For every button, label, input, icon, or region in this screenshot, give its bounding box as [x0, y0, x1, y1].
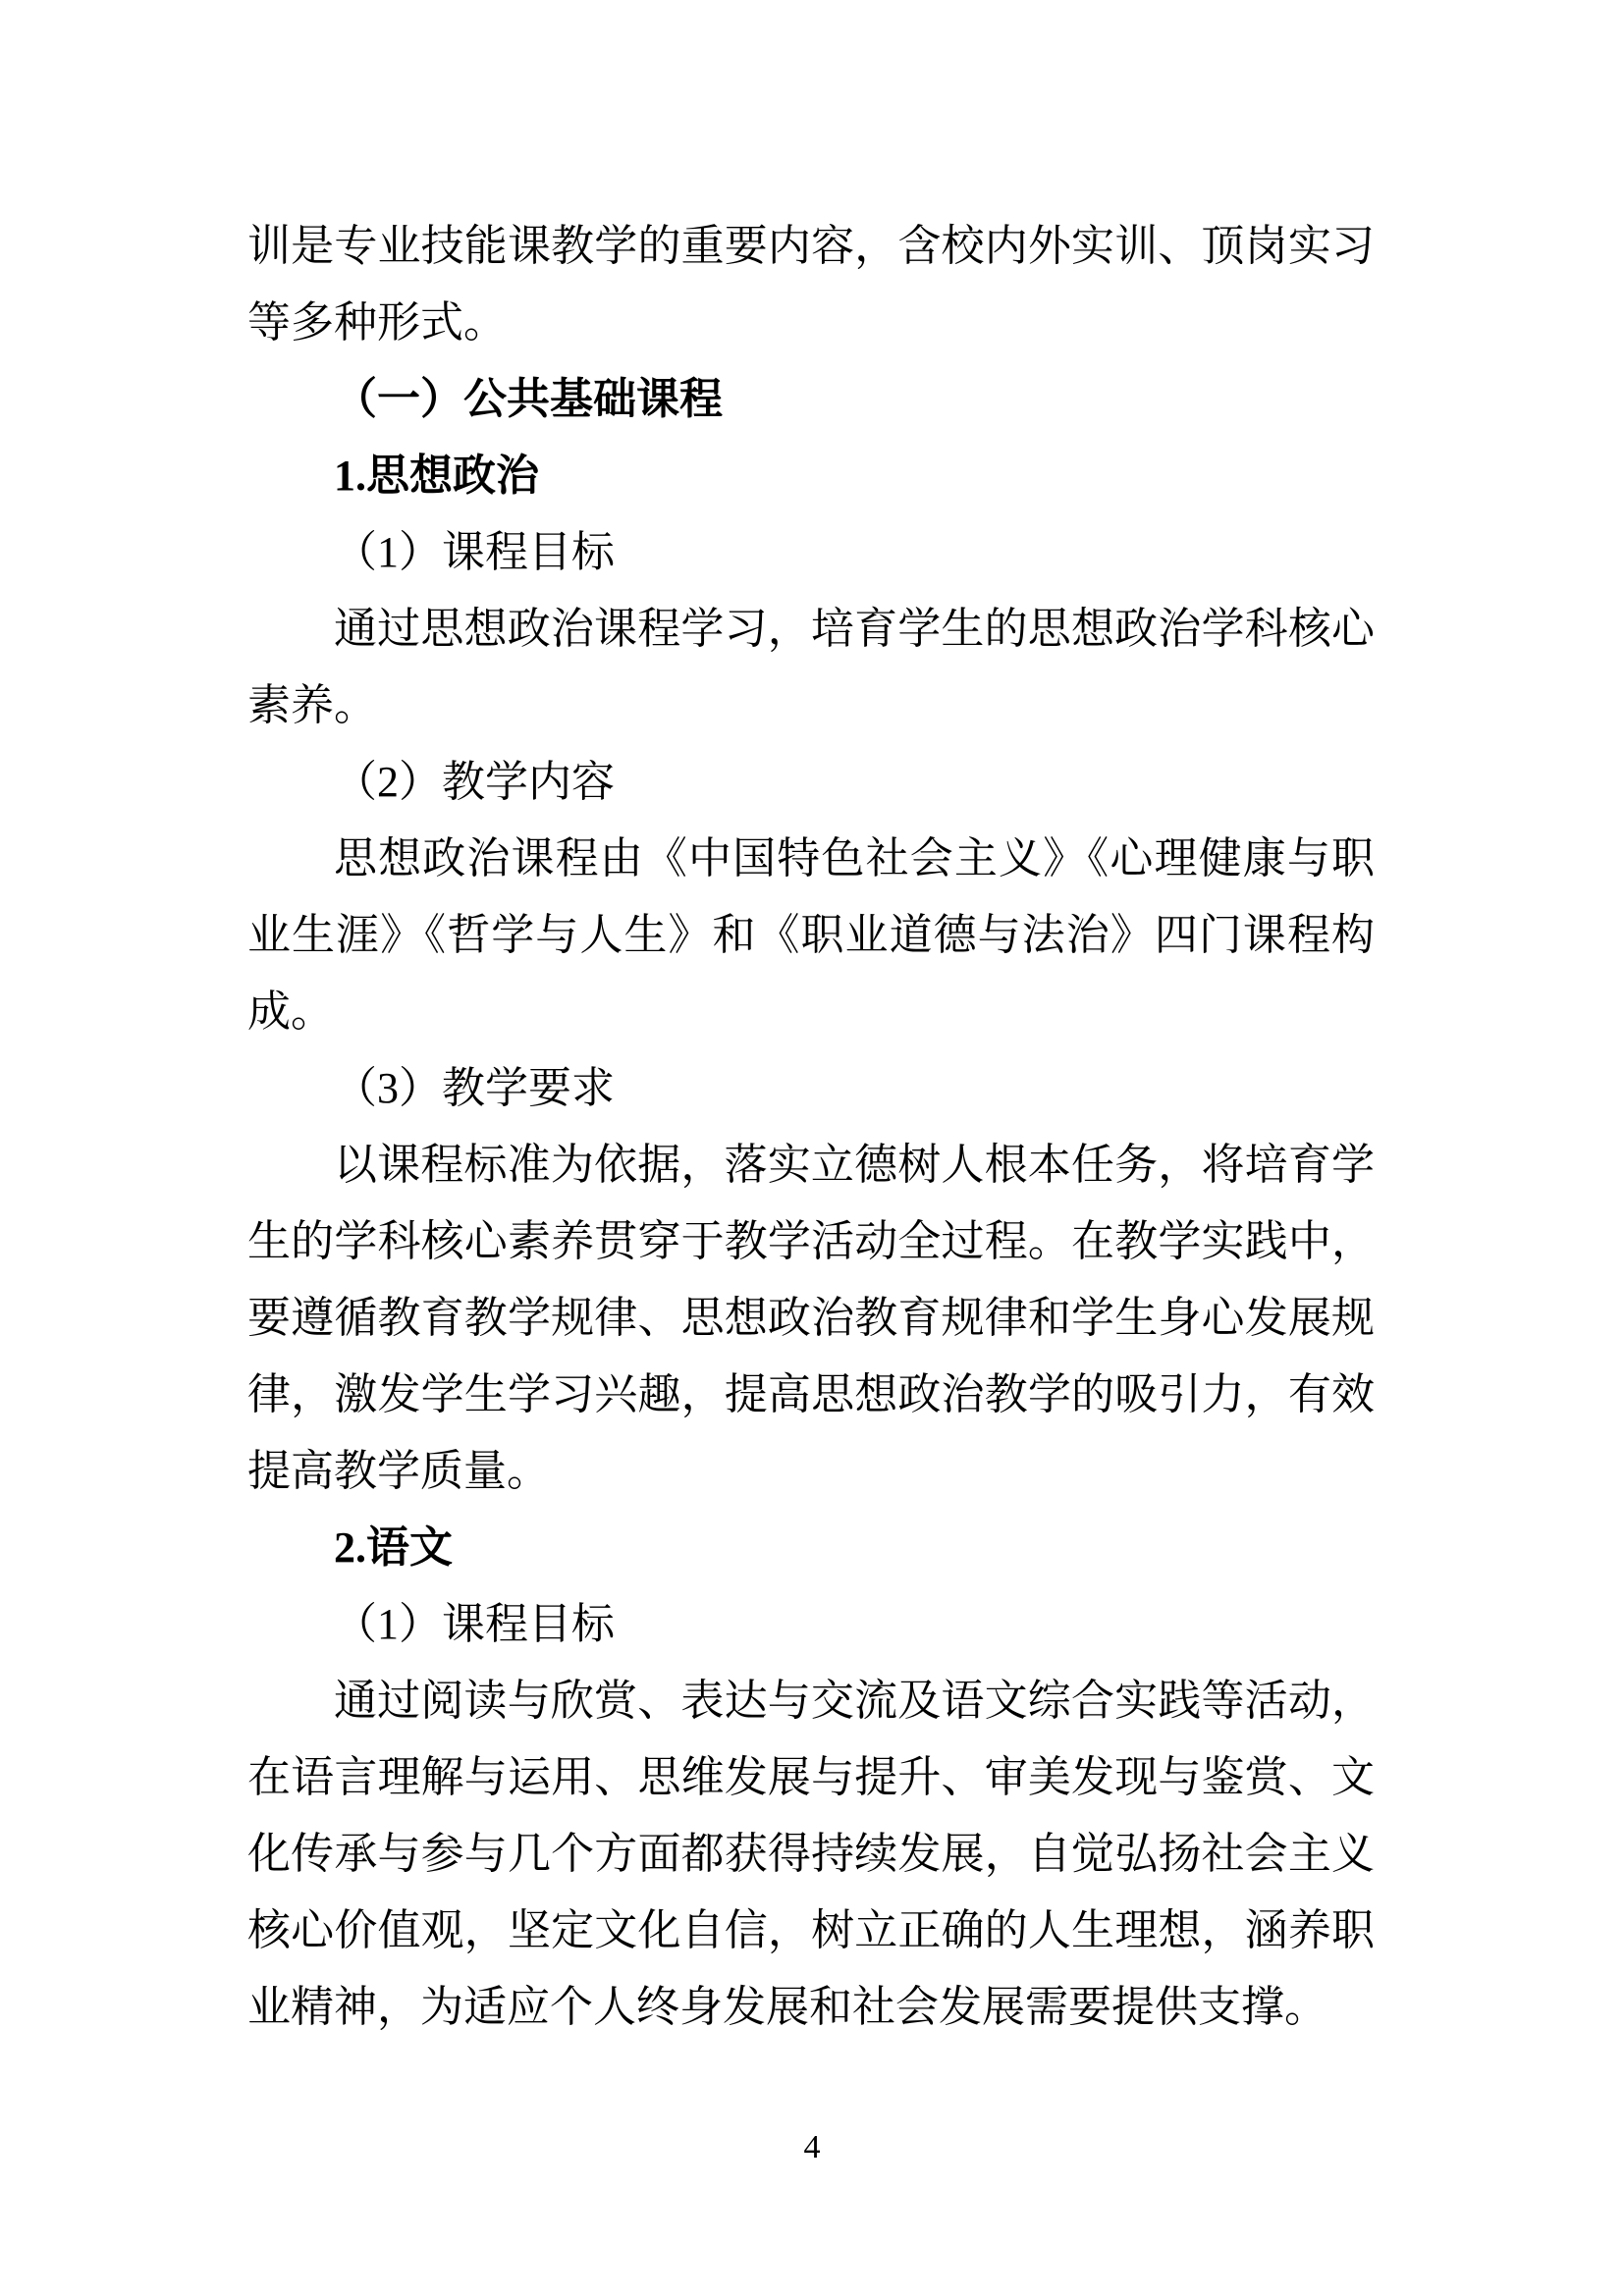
item-heading-teaching-requirements: （3）教学要求 [334, 1064, 615, 1112]
page-content [247, 208, 1375, 2046]
section-heading-public-basic-courses: （一）公共基础课程 [334, 375, 723, 423]
item-heading-course-objective: （1）课程目标 [334, 1600, 615, 1648]
body-paragraph: 通过阅读与欣赏、表达与交流及语文综合实践等活动，在语言理解与运用、思维发展与提升、审美发现与鉴赏、文化传承与参与几个方面都获得持续发展，自觉弘扬社会主义核心价值观，坚定文化自信，树立正确的人生理想，涵养职业精神，为适应个人终身发展和社会发展需要提供支撑。 [247, 1677, 1375, 2031]
item-heading-course-objective: （1）课程目标 [334, 528, 615, 576]
page-number: 4 [803, 2129, 821, 2165]
subsection-heading-chinese: 2.语文 [334, 1523, 453, 1572]
subsection-heading-ideology-politics: 1.思想政治 [334, 452, 539, 500]
body-paragraph: 思想政治课程由《中国特色社会主义》《心理健康与职业生涯》《哲学与人生》和《职业道德与法治》四门课程构成。 [247, 834, 1375, 1036]
body-paragraph-continuation: 训是专业技能课教学的重要内容，含校内外实训、顶岗实习等多种形式。 [247, 222, 1375, 347]
item-heading-teaching-content: （2）教学内容 [334, 758, 615, 806]
body-paragraph: 通过思想政治课程学习，培育学生的思想政治学科核心素养。 [247, 605, 1375, 729]
body-paragraph: 以课程标准为依据，落实立德树人根本任务，将培育学生的学科核心素养贯穿于教学活动全过程。在教学实践中，要遵循教育教学规律、思想政治教育规律和学生身心发展规律，激发学生学习兴趣，提高思想政治教学的吸引力，有效提高教学质量。 [247, 1141, 1375, 1495]
